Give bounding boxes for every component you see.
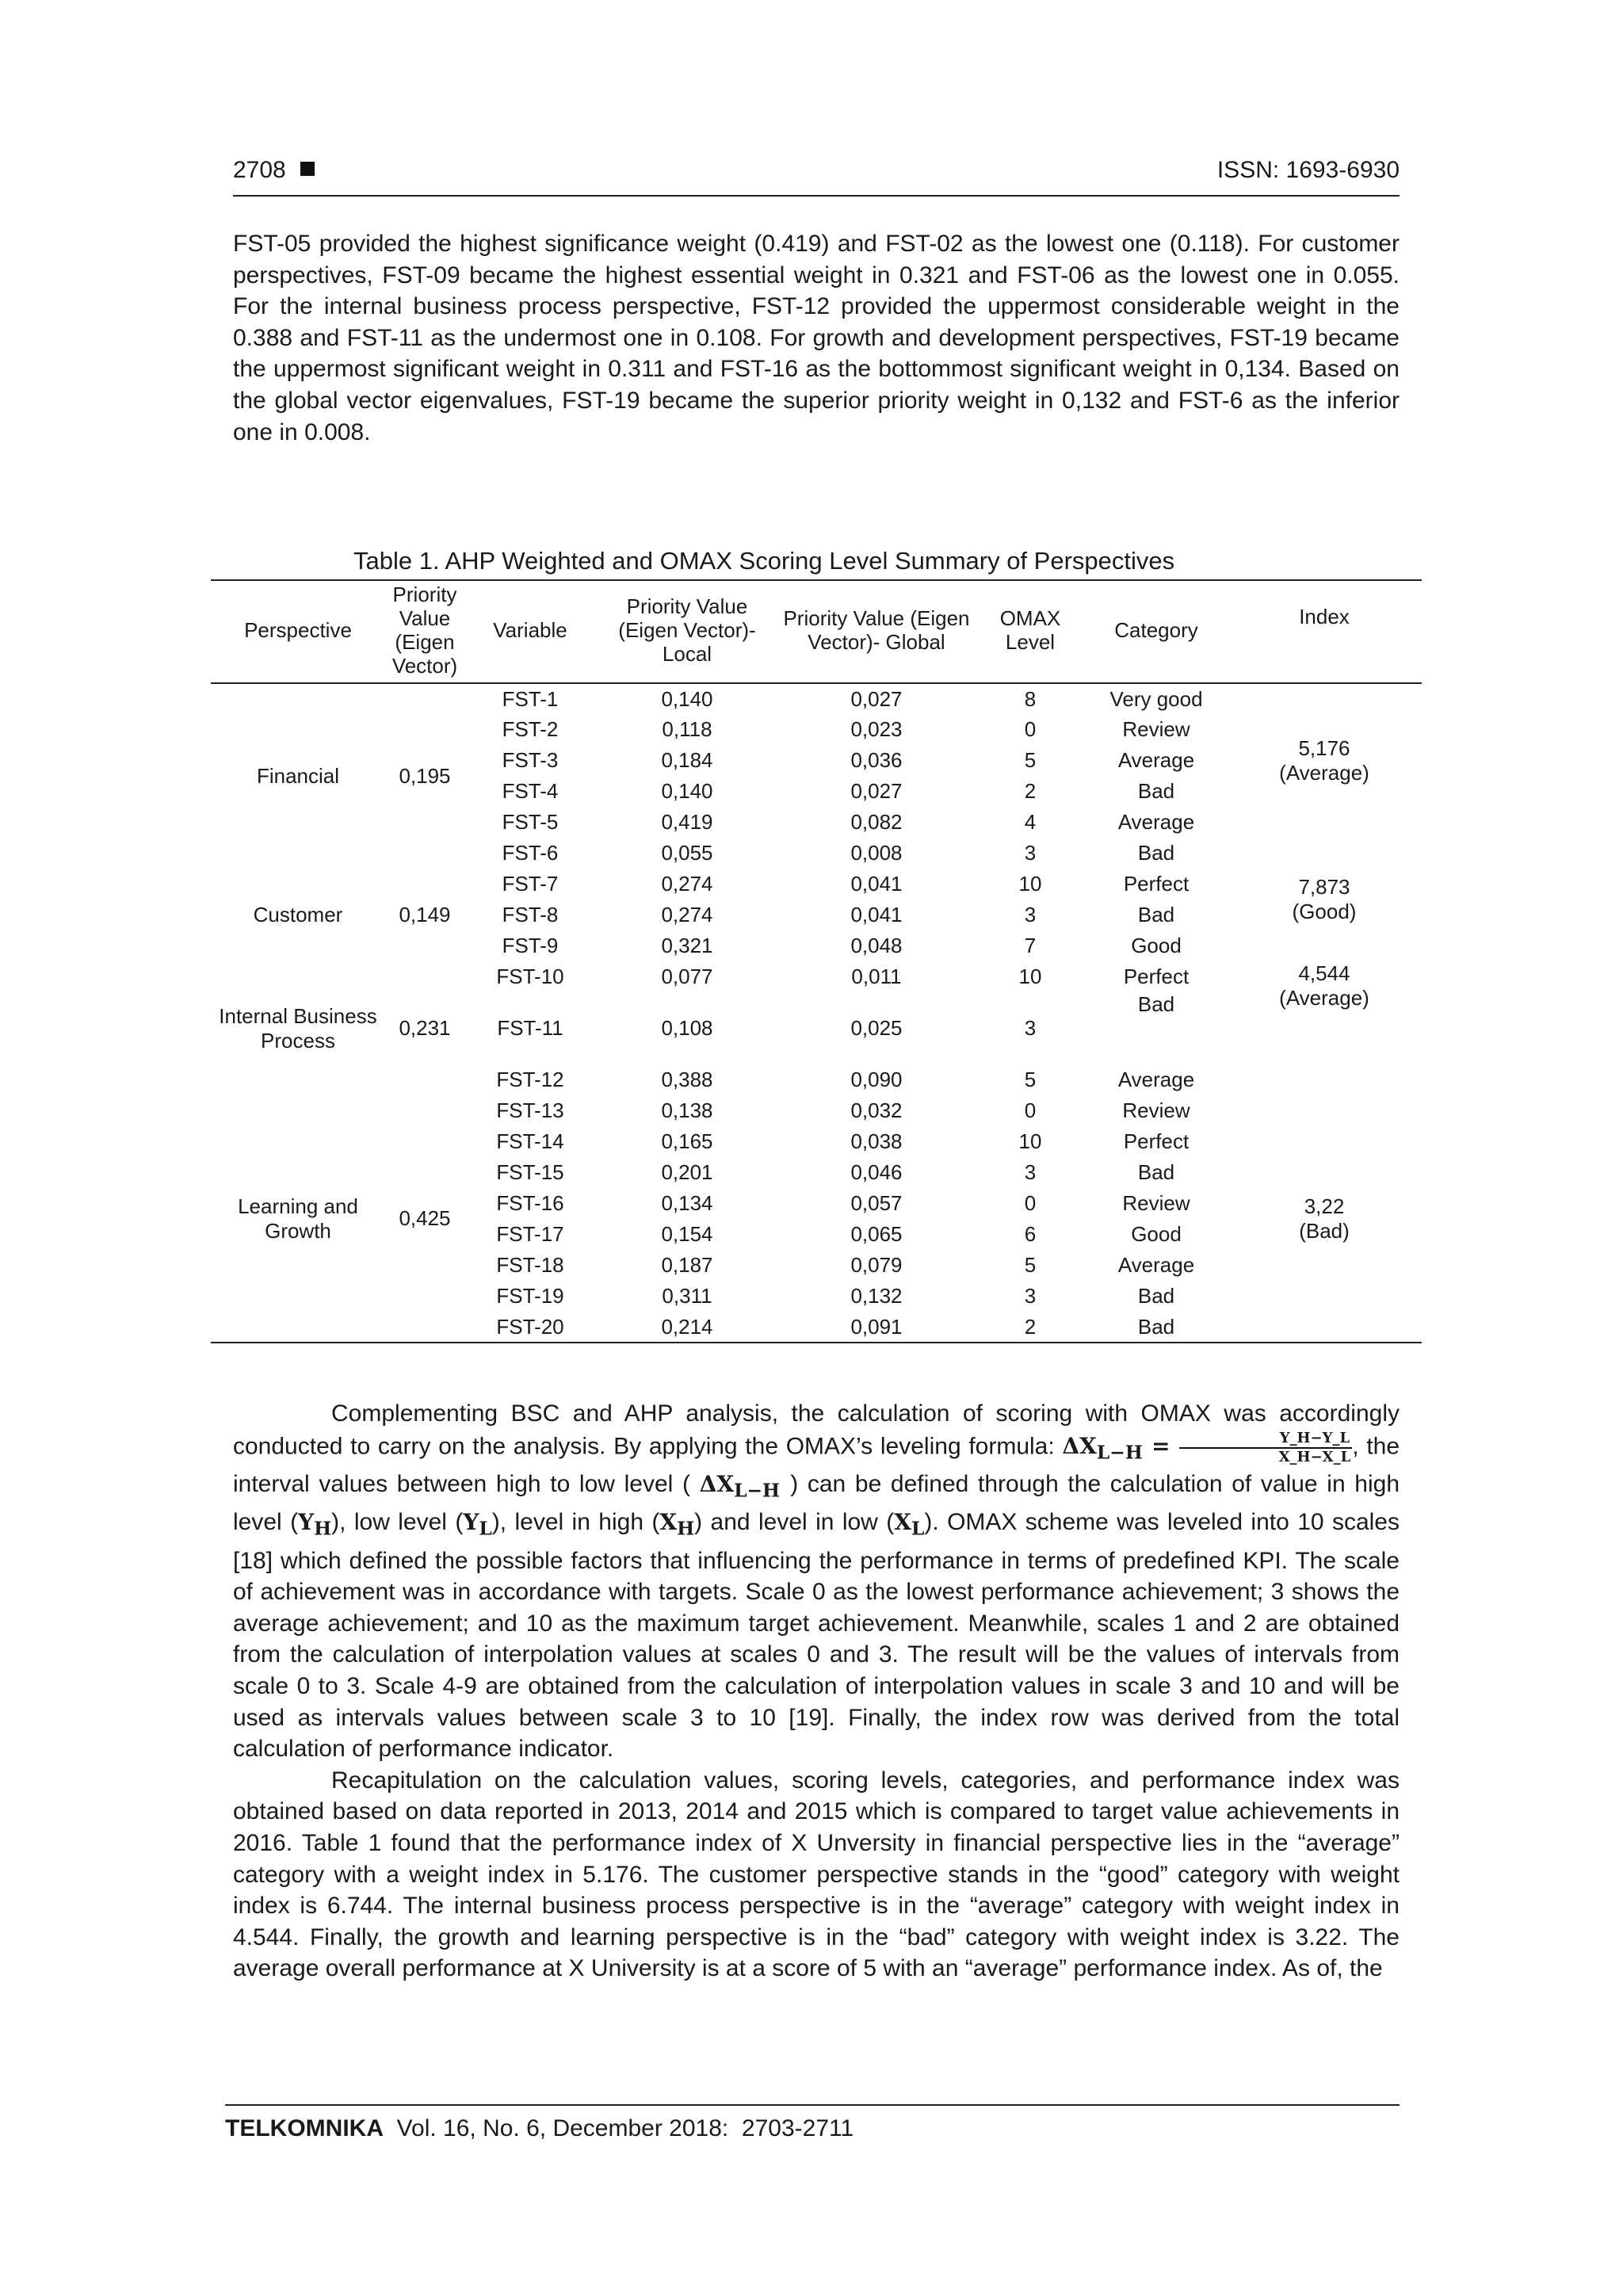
perspective-cell: Internal Business Process <box>219 1003 377 1052</box>
omax-text-f: ) and level in low ( <box>694 1509 895 1536</box>
omax-cell: 10 <box>1018 872 1042 896</box>
col-header-perspective: Perspective <box>244 618 352 642</box>
symbol-xl <box>894 1509 925 1541</box>
symbol-xh-main: X <box>659 1509 678 1536</box>
global-cell: 0,008 <box>850 841 903 865</box>
table-row <box>211 1095 1422 1126</box>
page-header <box>233 155 1400 197</box>
category-cell: Bad <box>1137 1284 1175 1308</box>
page-number-block <box>233 157 315 184</box>
variable-cell: FST-20 <box>496 1314 564 1339</box>
local-cell: 0,108 <box>661 1016 713 1040</box>
category-cell: Review <box>1122 1098 1190 1122</box>
page-footer <box>225 2104 1400 2142</box>
symbol-yl-sub: L <box>479 1518 492 1541</box>
category-cell: Bad <box>1137 992 1175 1016</box>
col-header-omax: OMAX Level <box>999 606 1061 654</box>
priority-cell: 0,231 <box>399 1016 451 1040</box>
index-category: (Bad) <box>1299 1218 1350 1243</box>
omax-cell: 5 <box>1024 748 1037 772</box>
formula-lhs: ΔX <box>1062 1433 1097 1460</box>
omax-cell: 2 <box>1024 1314 1037 1339</box>
global-cell: 0,090 <box>850 1068 903 1091</box>
variable-cell: FST-11 <box>497 1016 563 1040</box>
variable-cell: FST-13 <box>496 1098 564 1122</box>
variable-cell: FST-2 <box>502 717 559 741</box>
category-cell: Average <box>1117 1253 1195 1277</box>
category-cell: Review <box>1122 717 1190 741</box>
priority-cell: 0,425 <box>399 1206 451 1230</box>
omax-cell: 10 <box>1018 965 1042 988</box>
issn: ISSN: 1693-6930 <box>1216 157 1400 183</box>
square-bullet-icon <box>300 162 315 176</box>
omax-cell: 0 <box>1024 1191 1037 1215</box>
local-cell: 0,154 <box>661 1222 713 1246</box>
omax-cell: 3 <box>1024 1160 1037 1184</box>
omax-text-c: ) can be defined through the calculation of value in high level ( <box>233 1471 1400 1536</box>
global-cell: 0,065 <box>850 1222 903 1246</box>
variable-cell: FST-12 <box>496 1068 564 1091</box>
category-cell: Average <box>1117 748 1195 772</box>
omax-cell: 10 <box>1018 1129 1042 1153</box>
variable-cell: FST-3 <box>502 748 559 772</box>
variable-cell: FST-10 <box>496 965 564 988</box>
formula-lhs-sub: L−H <box>1096 1441 1143 1464</box>
global-cell: 0,079 <box>850 1253 903 1277</box>
formula-denominator: X_H−X_L <box>1278 1448 1351 1465</box>
omax-cell: 5 <box>1024 1253 1037 1277</box>
index-category: (Average) <box>1279 761 1369 785</box>
category-cell: Bad <box>1137 1314 1175 1339</box>
omax-formula <box>1062 1429 1352 1465</box>
table-caption: Table 1. AHP Weighted and OMAX Scoring Level Summary of Perspectives <box>353 547 1175 575</box>
global-cell: 0,041 <box>850 903 903 926</box>
category-cell: Perfect <box>1123 1129 1190 1153</box>
local-cell: 0,274 <box>661 872 713 896</box>
omax-paragraph <box>233 1398 1400 1765</box>
variable-cell: FST-19 <box>496 1284 564 1308</box>
local-cell: 0,274 <box>661 903 713 926</box>
table-row <box>211 683 1422 714</box>
omax-cell: 3 <box>1024 903 1037 926</box>
category-cell: Bad <box>1137 1160 1175 1184</box>
category-cell: Bad <box>1137 841 1175 865</box>
table-row <box>211 961 1422 992</box>
formula-eq: = <box>1151 1433 1170 1460</box>
symbol-xl-main: X <box>894 1509 911 1536</box>
local-cell: 0,140 <box>661 779 713 803</box>
variable-cell: FST-8 <box>502 903 559 926</box>
local-cell: 0,140 <box>661 686 713 711</box>
variable-cell: FST-18 <box>496 1253 564 1277</box>
variable-cell: FST-4 <box>502 779 559 803</box>
index-cell <box>1227 683 1422 838</box>
formula-numerator: Y_H−Y_L <box>1179 1430 1353 1449</box>
global-cell: 0,036 <box>850 748 903 772</box>
intro-paragraph <box>233 228 1400 448</box>
symbol-yh-sub: H <box>314 1518 332 1541</box>
index-value: 5,176 <box>1298 736 1350 760</box>
index-value: 4,544 <box>1298 961 1350 985</box>
omax-cell: 6 <box>1024 1222 1037 1246</box>
symbol-yl <box>463 1509 492 1541</box>
category-cell: Average <box>1117 810 1195 834</box>
omax-intro-text: Complementing BSC and AHP analysis, the calculation of scoring with OMAX was accordingly conducted to carry on the analysis. By applying the OMAX’s leveling formula: <box>233 1400 1400 1460</box>
variable-cell: FST-7 <box>502 872 559 896</box>
local-cell: 0,118 <box>662 717 712 741</box>
local-cell: 0,311 <box>662 1284 712 1308</box>
local-cell: 0,214 <box>661 1314 713 1339</box>
category-cell: Bad <box>1137 779 1175 803</box>
page-number: 2708 <box>233 157 286 183</box>
local-cell: 0,055 <box>661 841 713 865</box>
omax-cell: 0 <box>1024 1098 1037 1122</box>
col-header-global: Priority Value (Eigen Vector)- Global <box>783 606 970 654</box>
variable-cell: FST-6 <box>502 841 559 865</box>
omax-text-b: , the interval values between high to low level ( <box>233 1433 1400 1498</box>
table-header-row <box>211 580 1422 683</box>
omax-text-d: ), low level ( <box>331 1509 464 1536</box>
variable-cell: FST-5 <box>502 810 559 834</box>
variable-cell: FST-1 <box>502 686 559 711</box>
category-cell: Perfect <box>1123 965 1190 988</box>
interval-symbol-main: ΔX <box>699 1471 735 1498</box>
index-cell <box>1227 838 1422 961</box>
priority-cell: 0,195 <box>399 764 451 788</box>
global-cell: 0,132 <box>850 1284 903 1308</box>
global-cell: 0,038 <box>850 1129 903 1153</box>
interval-symbol-sub: L−H <box>734 1479 781 1502</box>
category-cell: Average <box>1117 1068 1195 1091</box>
global-cell: 0,057 <box>850 1191 903 1215</box>
recap-paragraph: Recapitulation on the calculation values, scoring levels, categories, and performance index was obtained based on data reported in 2013, 2014 and 2015 which is compared to target value achievements in 2016. Table 1 found that the performance index of X Unversity in financial perspective lies in the “average” category with a weight index in 5.176. The customer perspective stands in the “good” category with weight index is 6.744. The internal business process perspective is in the “average” category with weight index in 4.544. Finally, the growth and learning perspective is in the “bad” category with weight index is 3.22. The average overall performance at X University is at a score of 5 with an “average” performance index. As of, the <box>233 1767 1400 1982</box>
journal-name: TELKOMNIKA <box>225 2115 384 2141</box>
symbol-yl-main: Y <box>463 1509 479 1536</box>
omax-cell: 3 <box>1024 1016 1037 1040</box>
perspective-cell: Learning and Growth <box>238 1194 358 1243</box>
col-header-local: Priority Value (Eigen Vector)- Local <box>618 594 756 666</box>
perspective-cell: Customer <box>253 903 343 926</box>
summary-table <box>211 579 1422 1343</box>
index-cell <box>1227 961 1422 1095</box>
index-category: (Average) <box>1279 986 1369 1010</box>
variable-cell: FST-9 <box>502 934 559 957</box>
omax-cell: 8 <box>1024 686 1037 711</box>
global-cell: 0,025 <box>850 1016 903 1040</box>
omax-cell: 3 <box>1024 841 1037 865</box>
global-cell: 0,011 <box>851 965 902 988</box>
global-cell: 0,048 <box>850 934 903 957</box>
global-cell: 0,046 <box>850 1160 903 1184</box>
category-cell: Perfect <box>1123 872 1190 896</box>
global-cell: 0,027 <box>850 779 903 803</box>
index-cell <box>1227 1095 1422 1343</box>
symbol-xh <box>659 1509 695 1541</box>
local-cell: 0,201 <box>661 1160 713 1184</box>
omax-text-g: ). OMAX scheme was leveled into 10 scales [18] which defined the possible factors that influencing the performance in terms of predefined KPI. The scale of achievement was in accordance with targets. Scale 0 as the lowest performance achievement; 3 shows the average achievement; and 10 as the maximum target achievement. Meanwhile, scales 1 and 2 are obtained from the calculation of interpolation values at scales 0 and 3. The result will be the values of intervals from scale 0 to 3. Scale 4-9 are obtained from the calculation of interpolation values in scale 3 and 10 and will be used as intervals values between scale 3 to 10 [19]. Finally, the index row was derived from the total calculation of performance indicator. <box>233 1509 1400 1763</box>
local-cell: 0,165 <box>661 1129 713 1153</box>
local-cell: 0,184 <box>661 748 713 772</box>
priority-cell: 0,149 <box>399 903 451 926</box>
global-cell: 0,082 <box>850 810 903 834</box>
local-cell: 0,187 <box>661 1253 713 1277</box>
global-cell: 0,027 <box>850 686 903 711</box>
category-cell: Bad <box>1137 903 1175 926</box>
journal-details: Vol. 16, No. 6, December 2018: 2703-2711 <box>383 2115 854 2141</box>
omax-cell: 0 <box>1024 717 1037 741</box>
omax-cell: 7 <box>1024 934 1037 957</box>
local-cell: 0,138 <box>661 1098 713 1122</box>
symbol-yh <box>298 1509 332 1541</box>
index-category: (Good) <box>1292 900 1357 923</box>
category-cell: Good <box>1131 934 1182 957</box>
category-cell: Very good <box>1109 686 1203 711</box>
omax-cell: 4 <box>1024 810 1037 834</box>
symbol-xl-sub: L <box>911 1518 925 1541</box>
local-cell: 0,388 <box>661 1068 713 1091</box>
col-header-category: Category <box>1114 618 1198 642</box>
symbol-xh-sub: H <box>677 1518 695 1541</box>
category-cell: Good <box>1131 1222 1182 1246</box>
local-cell: 0,134 <box>661 1191 713 1215</box>
global-cell: 0,091 <box>850 1314 903 1339</box>
body-text <box>233 1398 1400 1985</box>
intro-text: FST-05 provided the highest significance weight (0.419) and FST-02 as the lowest one (0.118). For customer perspectives, FST-09 became the highest essential weight in 0.321 and FST-06 as the lowest one in 0.055. For the internal business process perspective, FST-12 provided the uppermost considerable weight in the 0.388 and FST-11 as the undermost one in 0.108. For growth and development perspectives, FST-19 became the uppermost significant weight in 0.311 and FST-16 as the bottommost significant weight in 0,134. Based on the global vector eigenvalues, FST-19 became the superior priority weight in 0,132 and FST-6 as the inferior one in 0.008. <box>233 231 1400 445</box>
omax-cell: 5 <box>1024 1068 1037 1091</box>
interval-symbol <box>699 1471 791 1502</box>
global-cell: 0,023 <box>850 717 903 741</box>
category-cell: Review <box>1122 1191 1190 1215</box>
perspective-cell: Financial <box>256 764 340 788</box>
col-header-index: Index <box>1299 605 1350 628</box>
local-cell: 0,077 <box>661 965 713 988</box>
local-cell: 0,419 <box>661 810 713 834</box>
variable-cell: FST-15 <box>496 1160 564 1184</box>
index-value: 7,873 <box>1298 875 1350 899</box>
index-value: 3,22 <box>1304 1194 1345 1218</box>
col-header-priority: Priority Value (Eigen Vector) <box>391 583 458 678</box>
symbol-yh-main: Y <box>298 1509 315 1536</box>
global-cell: 0,041 <box>850 872 903 896</box>
local-cell: 0,321 <box>661 934 713 957</box>
global-cell: 0,032 <box>850 1098 903 1122</box>
variable-cell: FST-17 <box>496 1222 564 1246</box>
variable-cell: FST-14 <box>496 1129 564 1153</box>
col-header-variable: Variable <box>493 618 567 642</box>
omax-cell: 2 <box>1024 779 1037 803</box>
omax-text-e: ), level in high ( <box>491 1509 660 1536</box>
variable-cell: FST-16 <box>496 1191 564 1215</box>
formula-fraction <box>1179 1430 1353 1466</box>
omax-cell: 3 <box>1024 1284 1037 1308</box>
